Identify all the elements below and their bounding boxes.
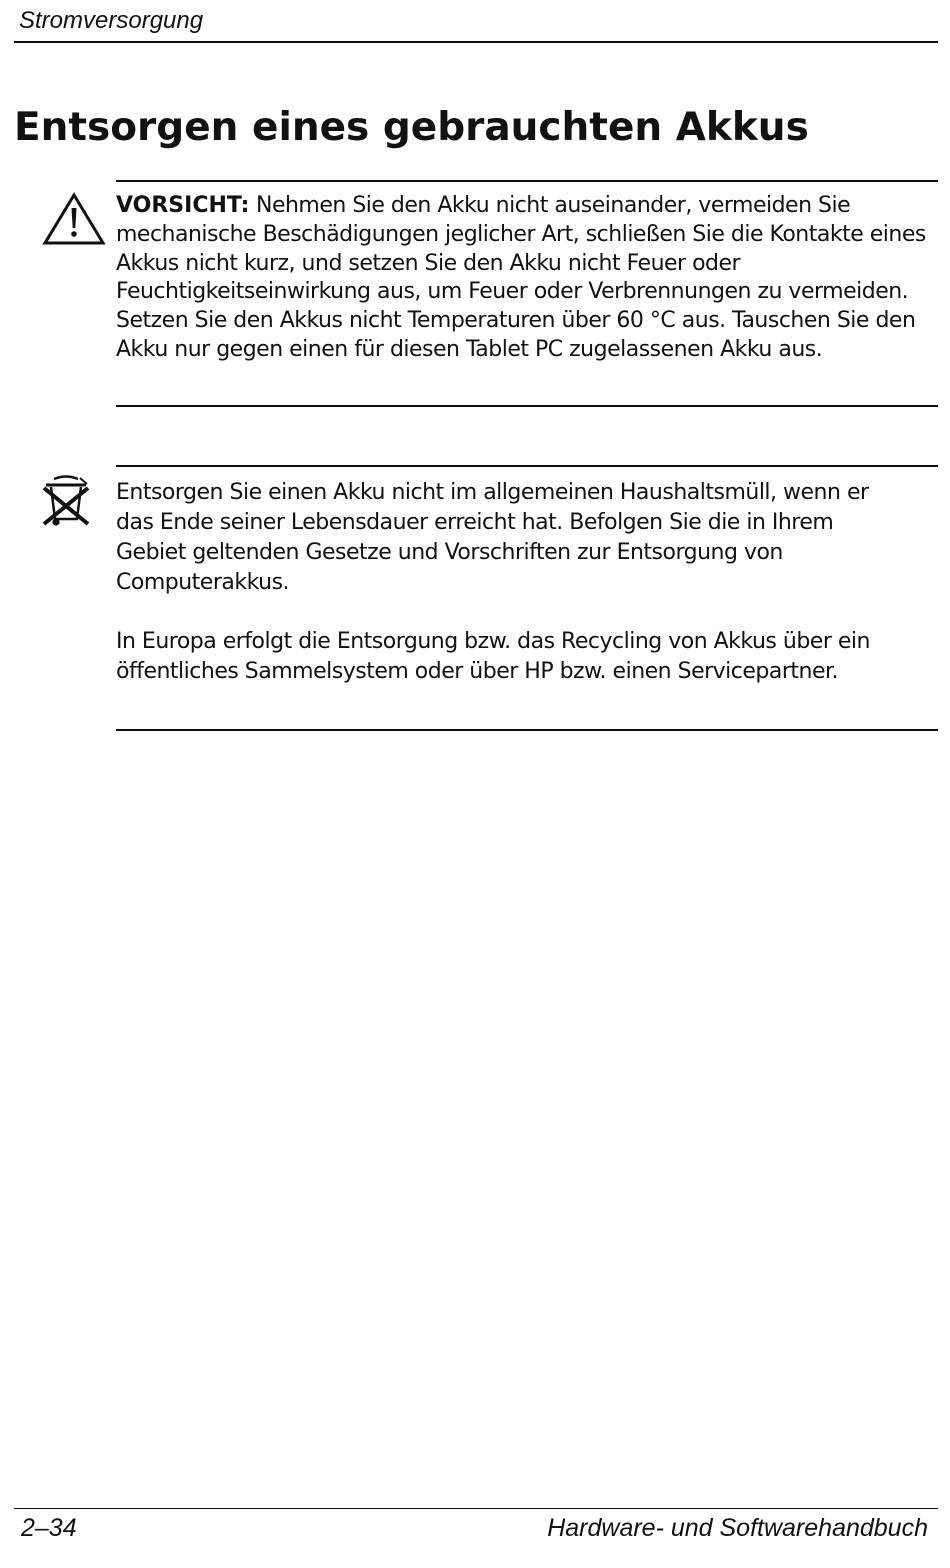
- page-title: Entsorgen eines gebrauchten Akkus: [14, 105, 809, 150]
- disposal-bottom-rule: [116, 729, 938, 731]
- disposal-top-rule: [116, 465, 938, 467]
- footer-page-number: 2–34: [21, 1514, 77, 1542]
- disposal-paragraph-2: In Europa erfolgt die Entsorgung bzw. das Recycling von Akkus über ein öffentliches Sammelsystem oder über HP bzw. einen Servicepartner.: [116, 629, 870, 684]
- caution-bottom-rule: [116, 405, 938, 407]
- caution-label: VORSICHT:: [116, 193, 250, 218]
- caution-top-rule: [116, 180, 938, 182]
- caution-body: Nehmen Sie den Akku nicht auseinander, vermeiden Sie mechanische Beschädigungen jeglicher Art, schließen Sie die Kontakte eines Akkus nicht kurz, und setzen Sie den Akku nicht Feuer oder Feuchtigkeitseinwirkung aus, um Feuer oder Verbrennungen zu vermeiden. Setzen Sie den Akkus nicht Temperaturen über 60 °C aus. Tauschen Sie den Akku nur gegen einen für diesen Tablet PC zugelassenen Akku aus.: [116, 193, 926, 362]
- warning-triangle-icon: [42, 192, 106, 246]
- crossed-out-wheelie-bin-icon: [40, 474, 92, 530]
- footer-rule: [14, 1508, 938, 1509]
- header-rule: [14, 41, 938, 43]
- disposal-paragraph-1: Entsorgen Sie einen Akku nicht im allgemeinen Haushaltsmüll, wenn er das Ende seiner Lebensdauer erreicht hat. Befolgen Sie die in Ihrem Gebiet geltenden Gesetze und Vorschriften zur Entsorgung von Computerakkus.: [116, 480, 869, 595]
- running-header: Stromversorgung: [19, 7, 204, 34]
- footer-book-title: Hardware- und Softwarehandbuch: [547, 1514, 928, 1542]
- caution-text: [116, 192, 938, 365]
